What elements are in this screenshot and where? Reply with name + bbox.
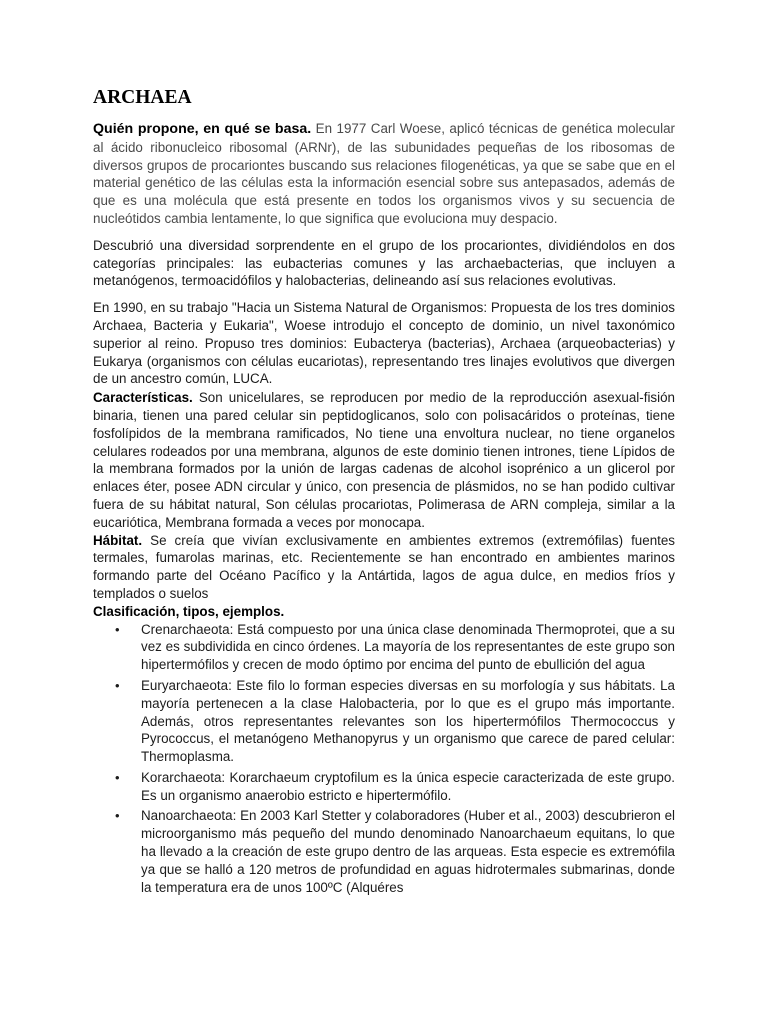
paragraph-diversity: Descubrió una diversidad sorprendente en el grupo de los procariontes, dividiéndolos en dos categorías principales: las eubacterias comunes y las archaebacterias, que incluyen a metanógenos, termoacidófilos y halobacterias, delineando así sus relaciones evolutivas.	[93, 237, 675, 289]
habitat-label: Hábitat.	[93, 532, 143, 548]
classification-label: Clasificación, tipos, ejemplos.	[93, 603, 285, 619]
list-item-text: Crenarchaeota: Está compuesto por una única clase denominada Thermoprotei, que a su vez es subdividida en cinco órdenes. La mayoría de los representantes de este grupo son hipertermófilos y crecen de modo óptimo por encima del punto de ebullición del agua	[141, 621, 675, 673]
characteristics-label: Características.	[93, 390, 193, 406]
paragraph-habitat	[93, 532, 675, 603]
classification-heading	[93, 603, 675, 621]
list-item	[93, 769, 675, 805]
bullet-icon: •	[115, 621, 120, 637]
document-page	[93, 86, 675, 899]
habitat-text: Se creía que vivían exclusivamente en ambientes extremos (extremófilas) fuentes termales, fumarolas marinas, etc. Recientemente se han encontrado en ambientes marinos formando parte del Océano Pacífico y la Antártida, lagos de agua dulce, en medios fríos y templados o suelos	[93, 532, 675, 601]
list-item-text: Korarchaeota: Korarchaeum cryptofilum es la única especie caracterizada de este grupo. Es un organismo anaerobio estricto e hipertermófilo.	[141, 769, 675, 803]
bullet-icon: •	[115, 769, 120, 785]
bullet-icon: •	[115, 677, 120, 693]
intro-paragraph	[93, 120, 675, 228]
list-item	[93, 677, 675, 766]
classification-list	[93, 621, 675, 897]
bullet-icon: •	[115, 808, 120, 824]
intro-text: En 1977 Carl Woese, aplicó técnicas de genética molecular al ácido ribonucleico ribosomal (ARNr), de las subunidades pequeñas de los ribosomas de diversos grupos de procariontes buscando sus relaciones filogenéticas, ya que se sabe que en el material genético de las células esta la información esencial sobre sus antepasados, además de que es una molécula que está presente en todos los organismos vivos y su secuencia de nucleótidos cambia lentamente, lo que significa que evoluciona muy despacio.	[93, 121, 675, 226]
characteristics-text: Son unicelulares, se reproducen por medio de la reproducción asexual-fisión binaria, tienen una pared celular sin peptidoglicanos, solo con polisacáridos o proteínas, tiene fosfolípidos de la membrana ramificados, No tiene una envoltura nuclear, no tiene organelos celulares rodeados por una membrana, algunos de este dominio tienen intrones, tiene Lípidos de la membrana formados por la unión de largas cadenas de alcohol isoprénico a un glicerol por enlaces éter, posee ADN circular y único, con presencia de plásmidos, no se han podido cultivar fuera de su hábitat natural, Son células procariotas, Polimerasa de ARN compleja, similar a la eucariótica, Membrana formada a veces por monocapa.	[93, 390, 675, 530]
document-title: ARCHAEA	[93, 87, 192, 108]
intro-lead: Quién propone, en qué se basa.	[93, 121, 312, 137]
list-item-text: Euryarchaeota: Este filo lo forman especies diversas en su morfología y sus hábitats. La mayoría pertenecen a la clase Halobacteria, por lo que es el grupo más importante. Además, otros representantes relevantes son los hipertermófilos Thermococcus y Pyrococcus, el metanógeno Methanopyrus y un organismo que carece de pared celular: Thermoplasma.	[141, 677, 675, 765]
list-item-text: Nanoarchaeota: En 2003 Karl Stetter y colaboradores (Huber et al., 2003) descubrieron el microorganismo más pequeño del mundo denominado Nanoarchaeum equitans, lo que ha llevado a la creación de este grupo dentro de las arqueas. Esta especie es extremófila ya que se halló a 120 metros de profundidad en aguas hidrotermales submarinas, donde la temperatura era de unos 100ºC (Alquéres	[141, 808, 675, 895]
paragraph-characteristics	[93, 389, 675, 531]
paragraph-domains: En 1990, en su trabajo "Hacia un Sistema Natural de Organismos: Propuesta de los tres dominios Archaea, Bacteria y Eukaria", Woese introdujo el concepto de dominio, un nivel taxonómico superior al reino. Propuso tres dominios: Eubacterya (bacterias), Archaea (arqueobacterias) y Eukarya (organismos con células eucariotas), representando tres linajes evolutivos que divergen de un ancestro común, LUCA.	[93, 300, 675, 387]
list-item	[93, 621, 675, 674]
list-item	[93, 807, 675, 896]
